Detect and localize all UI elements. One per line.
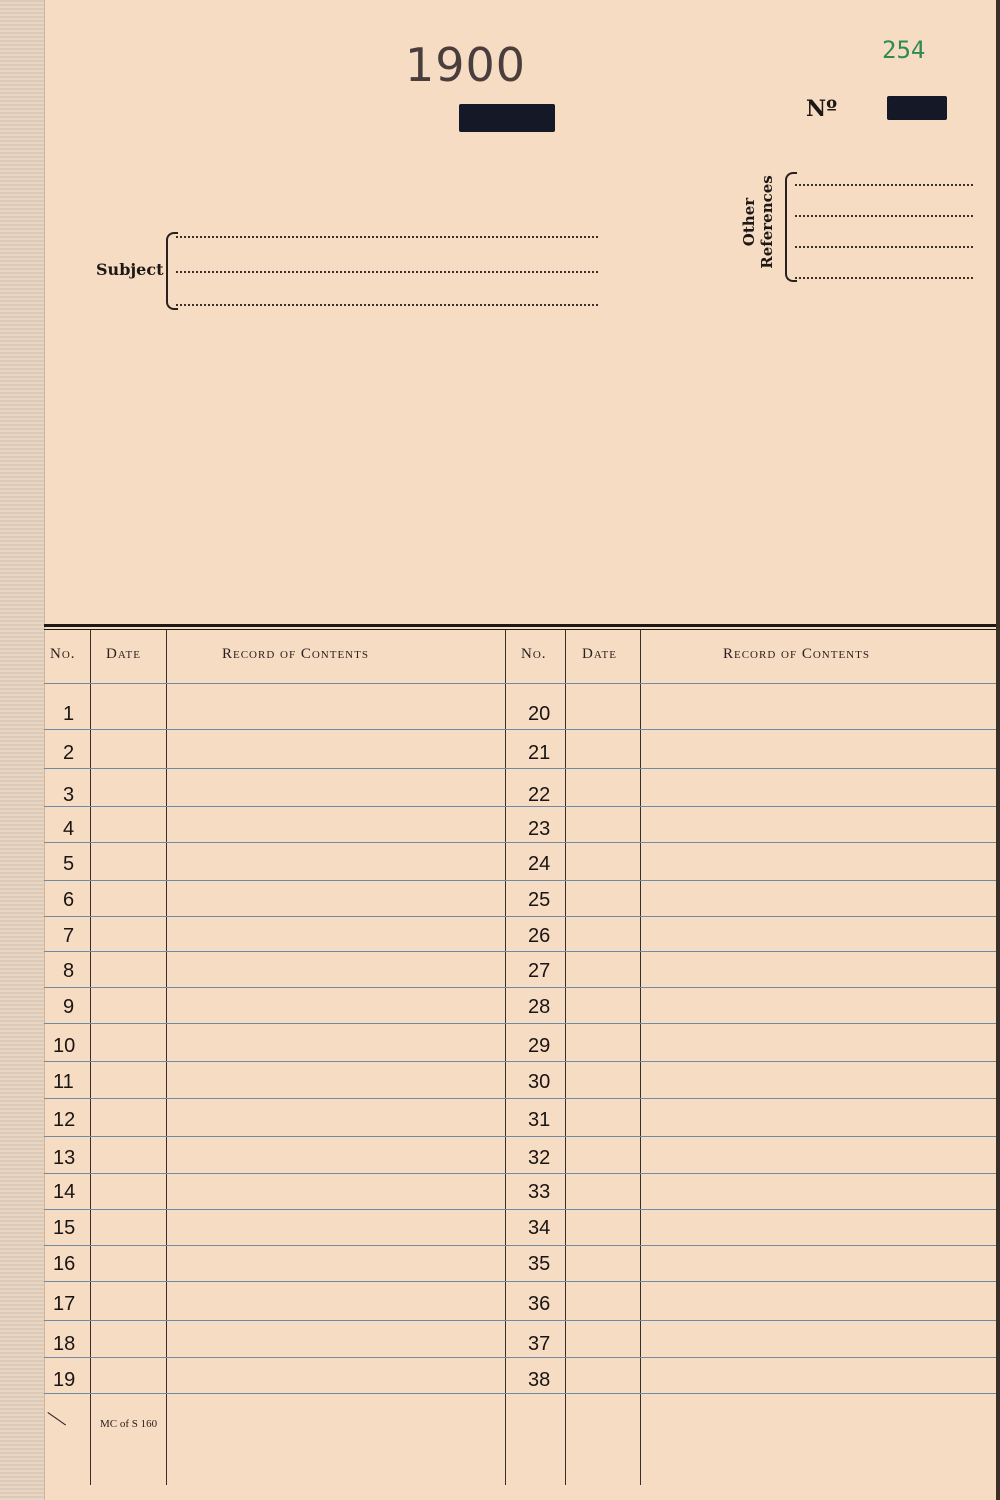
table-row-line — [44, 1098, 996, 1099]
row-number-left: 4 — [63, 818, 75, 840]
other-ref-line-4[interactable] — [795, 277, 973, 279]
row-number-left: 13 — [53, 1147, 76, 1169]
subject-line-3[interactable] — [176, 304, 598, 306]
row-number-right: 35 — [528, 1253, 551, 1275]
row-number-right: 37 — [528, 1333, 551, 1355]
table-row-line — [44, 768, 996, 769]
row-number-left: 6 — [63, 889, 75, 911]
row-number-right: 33 — [528, 1181, 551, 1203]
header-underline — [44, 683, 996, 684]
table-row-line — [44, 987, 996, 988]
row-number-left: 19 — [53, 1369, 76, 1391]
table-row-line — [44, 1245, 996, 1246]
redacted-block-year — [459, 104, 555, 132]
row-number-left: 10 — [53, 1035, 76, 1057]
row-number-right: 22 — [528, 784, 551, 806]
subject-line-1[interactable] — [176, 236, 598, 238]
redacted-block-number — [887, 96, 947, 120]
row-number-right: 25 — [528, 889, 551, 911]
row-number-left: 7 — [63, 925, 75, 947]
table-row-line — [44, 1393, 996, 1394]
row-number-right: 31 — [528, 1109, 551, 1131]
table-row-line — [44, 880, 996, 881]
file-number-stamp: 254 — [882, 36, 926, 64]
row-number-left: 14 — [53, 1181, 76, 1203]
other-references-line-2: References — [758, 175, 776, 269]
row-number-left: 16 — [53, 1253, 76, 1275]
row-number-right: 32 — [528, 1147, 551, 1169]
year-stamp: 1900 — [405, 38, 527, 92]
table-row-line — [44, 1209, 996, 1210]
row-number-right: 28 — [528, 996, 551, 1018]
number-label: Nº — [806, 96, 838, 122]
row-number-right: 36 — [528, 1293, 551, 1315]
page-edge — [996, 0, 1000, 1500]
row-number-right: 23 — [528, 818, 551, 840]
subject-line-2[interactable] — [176, 271, 598, 273]
table-top-rule — [44, 624, 996, 627]
row-number-right: 27 — [528, 960, 551, 982]
cloth-spine — [0, 0, 45, 1500]
other-references-label — [740, 172, 776, 272]
table-row-line — [44, 842, 996, 843]
row-number-left: 17 — [53, 1293, 76, 1315]
row-number-left: 18 — [53, 1333, 76, 1355]
other-ref-line-2[interactable] — [795, 215, 973, 217]
other-references-brace — [785, 172, 797, 282]
table-row-line — [44, 951, 996, 952]
corner-mark — [47, 1412, 66, 1425]
row-number-right: 26 — [528, 925, 551, 947]
table-row-line — [44, 1173, 996, 1174]
table-row-line — [44, 1136, 996, 1137]
table-row-line — [44, 1320, 996, 1321]
row-number-left: 9 — [63, 996, 75, 1018]
other-ref-line-3[interactable] — [795, 246, 973, 248]
table-row-line — [44, 1281, 996, 1282]
row-number-right: 30 — [528, 1071, 551, 1093]
table-row-line — [44, 806, 996, 807]
row-number-right: 20 — [528, 703, 551, 725]
row-number-left: 3 — [63, 784, 75, 806]
header-no-right: No. — [521, 646, 547, 662]
row-number-left: 5 — [63, 853, 75, 875]
header-date-right: Date — [582, 646, 617, 662]
row-number-left: 11 — [53, 1071, 74, 1093]
table-top-rule-thin — [44, 629, 996, 630]
row-number-left: 8 — [63, 960, 75, 982]
row-number-right: 29 — [528, 1035, 551, 1057]
header-contents-right: Record of Contents — [723, 646, 870, 662]
row-number-right: 38 — [528, 1369, 551, 1391]
row-number-right: 34 — [528, 1217, 551, 1239]
form-code: MC of S 160 — [100, 1418, 158, 1430]
table-row-line — [44, 1023, 996, 1024]
row-number-left: 2 — [63, 742, 75, 764]
table-row-line — [44, 1061, 996, 1062]
other-ref-line-1[interactable] — [795, 184, 973, 186]
table-row-line — [44, 729, 996, 730]
header-no-left: No. — [50, 646, 76, 662]
table-row-line — [44, 916, 996, 917]
row-number-right: 21 — [528, 742, 551, 764]
table-row-line — [44, 1357, 996, 1358]
row-number-left: 1 — [63, 703, 75, 725]
header-date-left: Date — [106, 646, 141, 662]
row-number-left: 15 — [53, 1217, 76, 1239]
other-references-line-1: Other — [740, 197, 758, 247]
row-number-right: 24 — [528, 853, 551, 875]
row-number-left: 12 — [53, 1109, 76, 1131]
header-contents-left: Record of Contents — [222, 646, 369, 662]
subject-label: Subject — [96, 260, 164, 279]
